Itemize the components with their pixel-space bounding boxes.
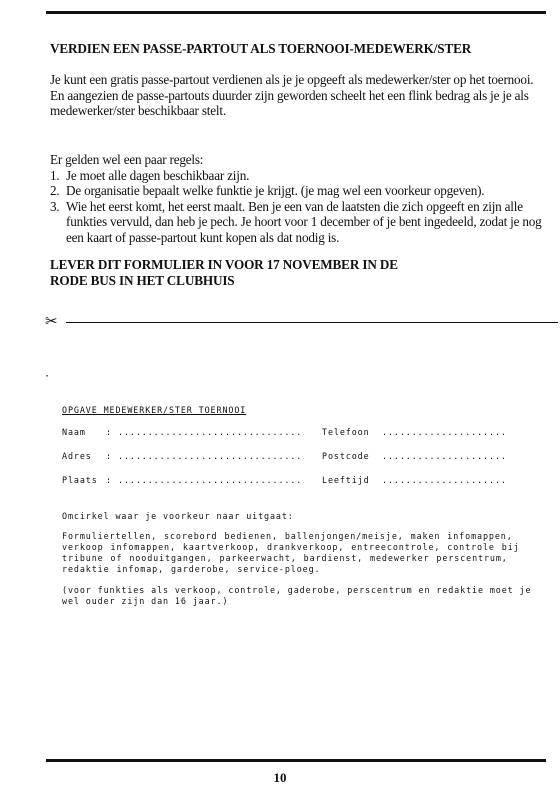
leeftijd-field[interactable]: ..................... (382, 475, 507, 485)
form-row-naam (62, 427, 542, 451)
intro-line-2: En aangezien de passe-partouts duurder zijn geworden scheelt het een flink bedrag als je je als medewerker/ster beschikbaar stelt. (50, 87, 529, 119)
form-title: OPGAVE MEDEWERKER/STER TOERNOOI (62, 405, 247, 415)
preference-instruction: Omcirkel waar je voorkeur naar uitgaat: (62, 511, 294, 521)
function-options-list[interactable]: Formuliertellen, scorebord bedienen, ballenjongen/meisje, maken infomappen, verkoop infomappen, kaartverkoop, drankverkoop, entreecontrole, controle bij tribune of nooduitgangen, parkeerwacht, bardienst, medewerker perscentrum, redaktie infomap, garderobe, service-ploeg. (62, 531, 520, 574)
rule-item (50, 199, 550, 246)
rule-number: 2. (50, 183, 60, 199)
rule-number: 1. (50, 167, 60, 183)
rule-text: De organisatie bepaalt welke funktie je krijgt. (je mag wel een voorkeur opgeven). (66, 183, 485, 199)
stray-dot: · (44, 371, 51, 382)
intro-line-1: Je kunt een gratis passe-partout verdienen als je je opgeeft als medewerker/ster op het toernooi. (50, 72, 534, 87)
age-requirement-note: (voor funkties als verkoop, controle, gaderobe, perscentrum en redaktie moet je wel ouder zijn dan 16 jaar.) (62, 585, 532, 606)
page-heading: VERDIEN EEN PASSE-PARTOUT ALS TOERNOOI-MEDEWERK/STER (50, 41, 472, 56)
field-label-naam: Naam (62, 427, 86, 437)
registration-form (62, 405, 542, 607)
field-colon: : (106, 451, 112, 461)
postcode-field[interactable]: ..................... (382, 451, 507, 461)
telefoon-field[interactable]: ..................... (382, 427, 507, 437)
field-label-telefoon: Telefoon (322, 427, 370, 437)
rule-text: Je moet alle dagen beschikbaar zijn. (66, 167, 250, 183)
rules-list (50, 168, 550, 246)
rule-text: Wie het eerst komt, het eerst maalt. Ben je een van de laatsten die zich opgeeft en zijn alle funkties vervuld, dan heb je pech. Je hoort voor 1 december of je bent ingedeeld, zodat je nog een kaart of passe-partout kunt kopen als dat nodig is. (66, 198, 542, 245)
bottom-rule (46, 759, 546, 762)
submission-line-1: LEVER DIT FORMULIER IN VOOR 17 NOVEMBER IN DE (50, 257, 398, 272)
rule-item (50, 183, 550, 199)
field-label-postcode: Postcode (322, 451, 370, 461)
rules-lead: Er gelden wel een paar regels: (50, 152, 204, 167)
field-colon: : (106, 427, 112, 437)
submission-instruction (50, 257, 450, 288)
plaats-field[interactable]: ............................... (118, 475, 303, 485)
rules-section (50, 152, 550, 246)
adres-field[interactable]: ............................... (118, 451, 303, 461)
form-row-plaats (62, 475, 542, 499)
naam-field[interactable]: ............................... (118, 427, 303, 437)
field-colon: : (106, 475, 112, 485)
field-label-adres: Adres (62, 451, 92, 461)
page-number: 10 (273, 770, 287, 785)
field-label-plaats: Plaats (62, 475, 98, 485)
scissors-icon: ✂ (45, 312, 58, 330)
form-row-adres (62, 451, 542, 475)
rule-number: 3. (50, 198, 60, 214)
rule-item (50, 168, 550, 184)
cut-line (66, 322, 558, 323)
top-rule (46, 11, 546, 14)
field-label-leeftijd: Leeftijd (322, 475, 370, 485)
submission-line-2: RODE BUS IN HET CLUBHUIS (50, 272, 235, 288)
intro-paragraph (50, 72, 550, 119)
